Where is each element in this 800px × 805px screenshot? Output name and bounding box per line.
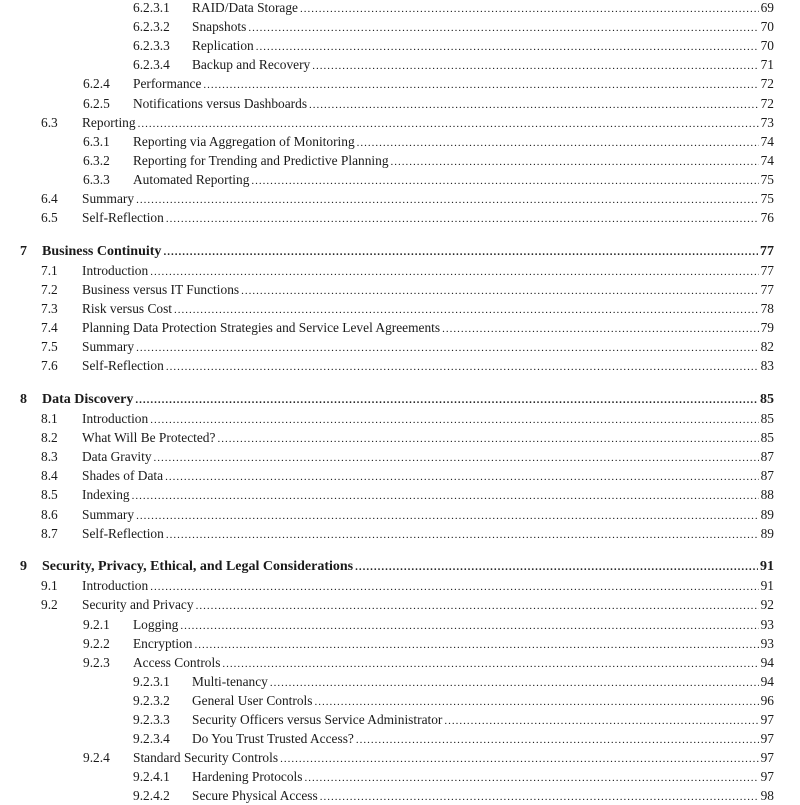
toc-entry-page: 71: [760, 57, 774, 73]
toc-entry-number: 8.7: [41, 525, 58, 541]
toc-entry-page: 70: [760, 38, 774, 54]
toc-entry-title: Security, Privacy, Ethical, and Legal Considerations: [42, 559, 354, 575]
toc-entry-title: RAID/Data Storage: [192, 0, 298, 15]
toc-entry-page: 97: [760, 769, 774, 785]
toc-entry-number: 9.2.4.2: [133, 788, 170, 804]
toc-entry-title: Business versus IT Functions: [82, 281, 240, 297]
toc-entry-title: Risk versus Cost: [82, 301, 173, 316]
dot-leader: [444, 713, 758, 729]
toc-entry-page: 77: [760, 243, 774, 259]
dot-leader: [180, 618, 758, 634]
toc-entry[interactable]: [41, 526, 774, 542]
toc-entry-page: 91: [760, 559, 774, 575]
toc-entry-number: 8.2: [41, 430, 58, 446]
toc-entry[interactable]: [41, 191, 774, 207]
toc-entry-page: 94: [760, 673, 774, 689]
dot-leader: [222, 656, 758, 672]
toc-entry[interactable]: [83, 96, 774, 112]
toc-entry[interactable]: [133, 693, 774, 709]
toc-entry-number: 6.3.1: [83, 133, 110, 149]
toc-entry[interactable]: [41, 430, 774, 446]
toc-entry-title: Notifications versus Dashboards: [133, 95, 308, 111]
toc-entry-page: 89: [760, 525, 774, 541]
toc-entry-page: 87: [760, 468, 774, 484]
toc-entry[interactable]: [41, 411, 774, 427]
dot-leader: [166, 359, 759, 375]
toc-entry-page: 83: [760, 358, 774, 374]
dot-leader: [280, 751, 759, 767]
toc-entry-title: Summary: [82, 191, 135, 206]
toc-entry-page: 96: [760, 692, 774, 708]
toc-entry-title: Hardening Protocols: [192, 769, 303, 785]
dot-leader: [300, 1, 759, 17]
toc-entry[interactable]: [83, 172, 774, 188]
toc-entry[interactable]: [83, 153, 774, 169]
toc-entry-number: 7: [20, 243, 27, 259]
toc-entry-number: 9.2.3.4: [133, 731, 170, 747]
dot-leader: [136, 508, 759, 524]
dot-leader: [320, 789, 759, 805]
toc-entry[interactable]: [41, 263, 774, 279]
toc-entry-page: 89: [760, 506, 774, 522]
dot-leader: [150, 412, 758, 428]
toc-entry[interactable]: [133, 788, 774, 804]
toc-entry-page: 97: [760, 731, 774, 747]
dot-leader: [203, 77, 758, 93]
toc-entry-page: 77: [760, 262, 774, 278]
toc-entry-title: Data Gravity: [82, 449, 152, 465]
toc-entry[interactable]: [83, 617, 774, 633]
toc-entry-page: 85: [760, 430, 774, 446]
toc-entry-title: Security Officers versus Service Administrator: [192, 712, 443, 727]
toc-entry-number: 9.2: [41, 597, 58, 613]
toc-entry-title: Shades of Data: [82, 468, 164, 484]
toc-entry-number: 6.5: [41, 210, 58, 226]
toc-entry-page: 93: [760, 635, 774, 651]
toc-entry[interactable]: [41, 507, 774, 523]
toc-entry-page: 82: [760, 339, 774, 355]
dot-leader: [138, 116, 759, 132]
dot-leader: [312, 58, 758, 74]
toc-entry-page: 88: [760, 487, 774, 503]
toc-entry-page: 78: [760, 301, 774, 316]
toc-entry-page: 75: [760, 171, 774, 187]
toc-entry[interactable]: [41, 339, 774, 355]
toc-entry-number: 7.6: [41, 358, 58, 374]
toc-entry[interactable]: [83, 134, 774, 150]
toc-entry-page: 69: [760, 0, 774, 15]
toc-entry-page: 85: [760, 391, 774, 407]
toc-entry-page: 97: [760, 712, 774, 727]
toc-entry[interactable]: [133, 38, 774, 54]
toc-entry[interactable]: [41, 320, 774, 336]
dot-leader: [196, 598, 759, 614]
toc-entry[interactable]: [83, 750, 774, 766]
toc-entry[interactable]: [41, 597, 774, 613]
dot-leader: [251, 173, 758, 189]
toc-entry-title: Reporting for Trending and Predictive Planning: [133, 152, 389, 168]
toc-entry-title: General User Controls: [192, 692, 313, 708]
toc-entry-number: 9.2.1: [83, 616, 110, 632]
dot-leader: [442, 321, 759, 337]
toc-entry-title: Replication: [192, 38, 254, 54]
dot-leader: [136, 192, 759, 208]
toc-entry-number: 9.2.3: [83, 654, 110, 670]
toc-entry-title: Self-Reflection: [82, 525, 164, 541]
toc-entry-number: 6.3: [41, 114, 58, 130]
dot-leader: [355, 559, 758, 575]
toc-entry-page: 91: [760, 578, 774, 594]
toc-entry-number: 9: [20, 559, 27, 575]
toc-entry-page: 77: [760, 281, 774, 297]
toc-entry-title: Snapshots: [192, 19, 247, 35]
toc-entry[interactable]: [41, 487, 774, 503]
toc-chapter[interactable]: [20, 392, 774, 408]
toc-entry[interactable]: [133, 674, 774, 690]
toc-entry-title: Introduction: [82, 262, 149, 278]
toc-entry-title: Indexing: [82, 487, 130, 503]
toc-entry-number: 9.2.2: [83, 635, 110, 651]
toc-entry[interactable]: [41, 115, 774, 131]
toc-entry-number: 6.2.3.3: [133, 38, 170, 54]
toc-entry-title: Security and Privacy: [82, 597, 194, 613]
toc-entry[interactable]: [133, 19, 774, 35]
toc-entry-page: 70: [760, 19, 774, 35]
toc-entry-title: Business Continuity: [42, 243, 162, 259]
dot-leader: [132, 488, 759, 504]
toc-entry-page: 79: [760, 320, 774, 336]
toc-entry-title: Logging: [133, 616, 179, 632]
toc-entry[interactable]: [133, 731, 774, 747]
toc-chapter[interactable]: [20, 559, 774, 575]
toc-entry-title: Self-Reflection: [82, 210, 164, 226]
toc-entry-number: 7.2: [41, 281, 58, 297]
toc-entry[interactable]: [41, 358, 774, 374]
toc-entry-page: 92: [760, 597, 774, 613]
toc-entry[interactable]: [41, 210, 774, 226]
toc-entry[interactable]: [41, 282, 774, 298]
toc-entry-number: 8.6: [41, 506, 58, 522]
toc-entry-number: 9.2.4.1: [133, 769, 170, 785]
toc-entry[interactable]: [41, 301, 774, 317]
toc-entry-page: 98: [760, 788, 774, 804]
toc-entry[interactable]: [83, 76, 774, 92]
toc-entry-number: 8.4: [41, 468, 58, 484]
toc-entry-number: 8.3: [41, 449, 58, 465]
toc-entry[interactable]: [133, 769, 774, 785]
dot-leader: [309, 97, 759, 113]
dot-leader: [304, 770, 758, 786]
toc-entry-page: 75: [760, 191, 774, 206]
toc-entry-title: Secure Physical Access: [192, 788, 318, 804]
toc-entry[interactable]: [41, 449, 774, 465]
toc-entry-title: Planning Data Protection Strategies and Service Level Agreements: [82, 320, 441, 336]
toc-entry-title: Automated Reporting: [133, 171, 250, 187]
dot-leader: [195, 637, 759, 653]
toc-entry-number: 7.1: [41, 262, 58, 278]
toc-entry-page: 76: [760, 210, 774, 226]
toc-entry-page: 97: [760, 750, 774, 766]
toc-entry[interactable]: [133, 57, 774, 73]
toc-entry-title: Access Controls: [133, 654, 221, 670]
toc-entry-number: 9.2.4: [83, 750, 110, 766]
dot-leader: [241, 283, 759, 299]
toc-entry-number: 9.1: [41, 578, 58, 594]
toc-entry-page: 72: [760, 76, 774, 92]
toc-entry-page: 73: [760, 114, 774, 130]
toc-entry-number: 6.2.5: [83, 95, 110, 111]
toc-entry-title: Summary: [82, 339, 135, 355]
toc-entry-page: 85: [760, 411, 774, 426]
toc-entry-page: 74: [760, 133, 774, 149]
dot-leader: [314, 694, 758, 710]
toc-entry[interactable]: [41, 578, 774, 594]
toc-entry-title: Self-Reflection: [82, 358, 164, 374]
toc-entry-number: 8: [20, 391, 27, 407]
toc-entry-page: 93: [760, 616, 774, 632]
dot-leader: [174, 302, 759, 318]
toc-entry-number: 9.2.3.2: [133, 692, 170, 708]
toc-entry-number: 6.4: [41, 191, 58, 206]
toc-entry-title: Encryption: [133, 635, 193, 651]
toc-entry-title: Standard Security Controls: [133, 750, 279, 766]
toc-entry-page: 87: [760, 449, 774, 465]
toc-entry-title: Reporting: [82, 114, 136, 130]
dot-leader: [356, 732, 759, 748]
toc-entry[interactable]: [41, 468, 774, 484]
dot-leader: [256, 39, 759, 55]
toc-entry[interactable]: [133, 0, 774, 16]
toc-entry-title: Introduction: [82, 411, 149, 426]
toc-entry-title: Multi-tenancy: [192, 673, 268, 689]
dot-leader: [248, 20, 758, 36]
toc-entry-number: 9.2.3.3: [133, 712, 170, 727]
toc-entry-title: Introduction: [82, 578, 149, 594]
toc-entry-title: Backup and Recovery: [192, 57, 311, 73]
toc-entry-number: 8.1: [41, 411, 58, 426]
toc-entry-number: 6.2.3.4: [133, 57, 170, 73]
dot-leader: [166, 527, 759, 543]
dot-leader: [154, 450, 759, 466]
toc-entry[interactable]: [83, 655, 774, 671]
toc-entry-number: 6.3.2: [83, 152, 110, 168]
dot-leader: [270, 675, 759, 691]
dot-leader: [150, 264, 758, 280]
toc-entry[interactable]: [83, 636, 774, 652]
toc-entry-title: Reporting via Aggregation of Monitoring: [133, 133, 355, 149]
dot-leader: [217, 431, 758, 447]
toc-entry-number: 8.5: [41, 487, 58, 503]
toc-chapter[interactable]: [20, 244, 774, 260]
dot-leader: [391, 154, 759, 170]
toc-entry-title: Do You Trust Trusted Access?: [192, 731, 354, 747]
toc-entry-number: 7.5: [41, 339, 58, 355]
toc-entry-page: 72: [760, 95, 774, 111]
dot-leader: [163, 244, 758, 260]
dot-leader: [357, 135, 759, 151]
toc-entry-number: 7.3: [41, 301, 58, 316]
toc-entry[interactable]: [133, 712, 774, 728]
dot-leader: [165, 469, 759, 485]
dot-leader: [150, 579, 758, 595]
toc-entry-number: 6.3.3: [83, 171, 110, 187]
toc-entry-number: 6.2.3.1: [133, 0, 170, 15]
toc-entry-title: Performance: [133, 76, 202, 92]
toc-entry-page: 74: [760, 152, 774, 168]
toc-entry-title: What Will Be Protected?: [82, 430, 216, 446]
toc-entry-number: 9.2.3.1: [133, 673, 170, 689]
toc-entry-number: 7.4: [41, 320, 58, 336]
toc-entry-title: Summary: [82, 506, 135, 522]
toc-entry-title: Data Discovery: [42, 391, 134, 407]
dot-leader: [166, 211, 759, 227]
toc-entry-number: 6.2.4: [83, 76, 110, 92]
dot-leader: [135, 392, 758, 408]
dot-leader: [136, 340, 759, 356]
toc-entry-page: 94: [760, 654, 774, 670]
toc-entry-number: 6.2.3.2: [133, 19, 170, 35]
